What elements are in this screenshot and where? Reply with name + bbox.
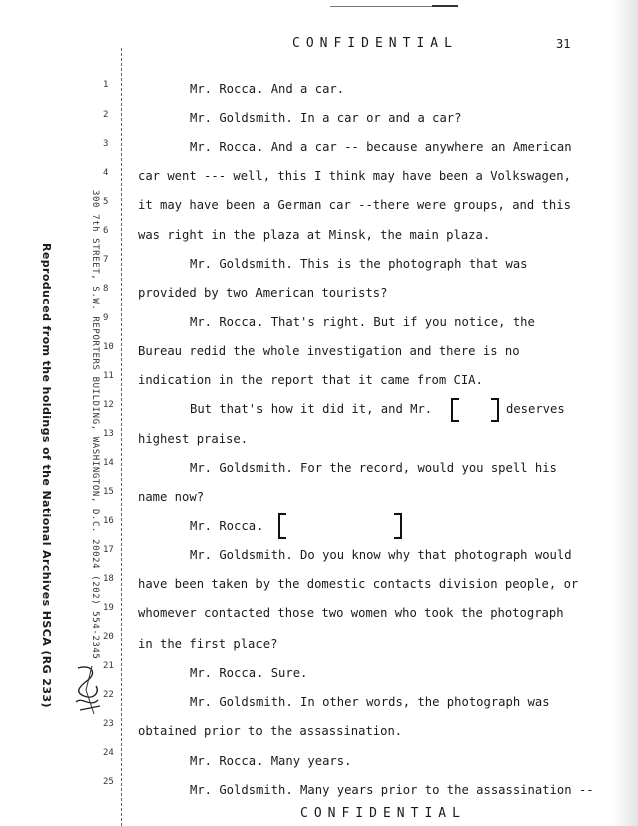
line-number: 22 xyxy=(103,690,114,700)
redaction-bracket-open xyxy=(278,513,286,539)
transcript-line: Mr. Goldsmith. This is the photograph that was xyxy=(190,257,528,271)
line-number: 25 xyxy=(103,777,114,787)
transcript-line: Mr. Rocca. That's right. But if you notice, the xyxy=(190,315,535,329)
line-number: 5 xyxy=(103,197,109,207)
line-number: 24 xyxy=(103,748,114,758)
redaction-bracket-close xyxy=(491,398,499,422)
line-number: 12 xyxy=(103,400,114,410)
line-number: 15 xyxy=(103,487,114,497)
line-number: 8 xyxy=(103,284,109,294)
line-number: 10 xyxy=(103,342,114,352)
handwritten-initials-icon xyxy=(70,662,106,718)
transcript-line: highest praise. xyxy=(138,432,249,446)
transcript-line: Mr. Rocca. xyxy=(190,519,264,533)
line-number: 14 xyxy=(103,458,114,468)
transcript-line: car went --- well, this I think may have been a Volkswagen, xyxy=(138,169,571,183)
transcript-line: Mr. Goldsmith. In a car or and a car? xyxy=(190,111,462,125)
transcript-line: name now? xyxy=(138,490,205,504)
line-number: 13 xyxy=(103,429,114,439)
transcript-line: Mr. Goldsmith. In other words, the photograph was xyxy=(190,695,550,709)
archives-reproduction-note: Reproduced from the holdings of the National Archives HSCA (RG 233) xyxy=(40,243,53,708)
transcript-line: But that's how it did it, and Mr. xyxy=(190,402,433,416)
line-number: 20 xyxy=(103,632,114,642)
top-edge-mark xyxy=(432,0,458,7)
transcript-line: whomever contacted those two women who took the photograph xyxy=(138,606,564,620)
transcript-line: Mr. Goldsmith. Do you know why that photograph would xyxy=(190,548,572,562)
transcript-line: indication in the report that it came from CIA. xyxy=(138,373,483,387)
line-number: 4 xyxy=(103,168,109,178)
left-margin-rule xyxy=(121,48,122,826)
line-number: 11 xyxy=(103,371,114,381)
transcript-line: Mr. Goldsmith. For the record, would you spell his xyxy=(190,461,557,475)
page-number: 31 xyxy=(556,37,571,51)
top-edge-line xyxy=(330,6,440,7)
transcript-line: in the first place? xyxy=(138,637,278,651)
line-number: 2 xyxy=(103,110,109,120)
line-number: 21 xyxy=(103,661,114,671)
transcript-line: have been taken by the domestic contacts division people, or xyxy=(138,577,579,591)
line-number: 1 xyxy=(103,80,109,90)
line-number: 18 xyxy=(103,574,114,584)
transcript-line: Mr. Rocca. Many years. xyxy=(190,754,352,768)
line-number: 3 xyxy=(103,139,109,149)
transcript-line: deserves xyxy=(506,402,565,416)
reporters-address-stamp: 300 7th STREET, S.W. REPORTERS BUILDING, WASHINGTON, D.C. 20024 (202) 554-2345 xyxy=(90,190,100,660)
transcript-line: obtained prior to the assassination. xyxy=(138,724,403,738)
redaction-bracket-open xyxy=(451,398,459,422)
transcript-line: was right in the plaza at Minsk, the main plaza. xyxy=(138,228,491,242)
line-number: 16 xyxy=(103,516,114,526)
line-number: 19 xyxy=(103,603,114,613)
transcript-line: provided by two American tourists? xyxy=(138,286,388,300)
transcript-line: Mr. Rocca. Sure. xyxy=(190,666,308,680)
transcript-line: Bureau redid the whole investigation and there is no xyxy=(138,344,520,358)
header-confidential: CONFIDENTIAL xyxy=(292,36,458,51)
line-number: 7 xyxy=(103,255,109,265)
transcript-line: Mr. Rocca. And a car. xyxy=(190,82,345,96)
redaction-bracket-close xyxy=(394,513,402,539)
transcript-line: it may have been a German car --there were groups, and this xyxy=(138,198,571,212)
scan-edge-shadow xyxy=(612,0,638,826)
footer-confidential: CONFIDENTIAL xyxy=(300,806,466,821)
line-number: 9 xyxy=(103,313,109,323)
line-number: 6 xyxy=(103,226,109,236)
line-number: 23 xyxy=(103,719,114,729)
line-number: 17 xyxy=(103,545,114,555)
transcript-line: Mr. Goldsmith. Many years prior to the assassination -- xyxy=(190,783,594,797)
transcript-line: Mr. Rocca. And a car -- because anywhere an American xyxy=(190,140,572,154)
